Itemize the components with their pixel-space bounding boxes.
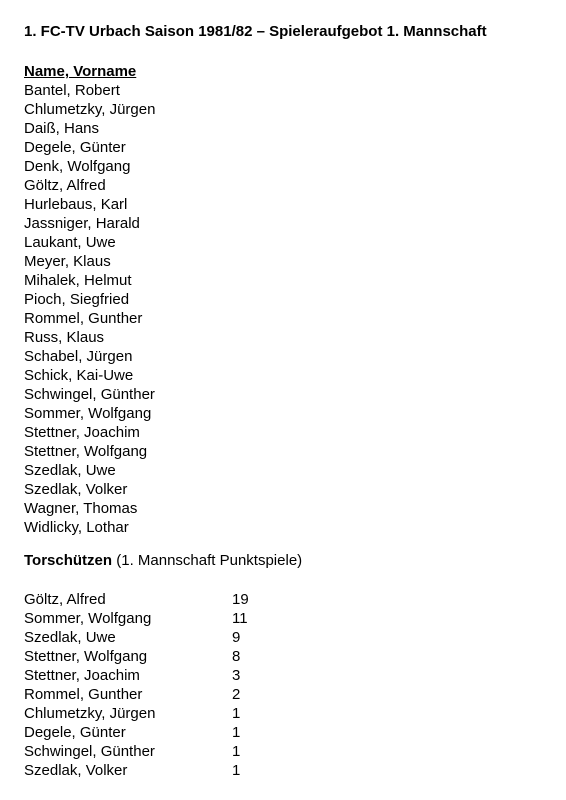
scorer-goals: 1 <box>232 705 241 722</box>
page-title: 1. FC-TV Urbach Saison 1981/82 – Spieleraufgebot 1. Mannschaft <box>24 23 487 40</box>
scorer-goals: 1 <box>232 743 241 760</box>
roster-player: Degele, Günter <box>24 139 126 156</box>
scorer-row <box>24 704 249 723</box>
scorer-row <box>24 590 249 609</box>
scorers-heading-subtitle: (1. Mannschaft Punktspiele) <box>112 552 303 569</box>
scorer-goals: 2 <box>232 686 241 703</box>
scorer-row <box>24 723 249 742</box>
roster-player: Russ, Klaus <box>24 329 105 346</box>
roster-player: Widlicky, Lothar <box>24 519 129 536</box>
roster-player: Schabel, Jürgen <box>24 348 133 365</box>
scorers-heading <box>24 551 544 570</box>
scorer-row <box>24 761 249 780</box>
roster-list <box>24 81 544 537</box>
scorer-goals: 19 <box>232 591 249 608</box>
scorer-goals: 11 <box>232 610 248 627</box>
scorer-goals: 8 <box>232 648 241 665</box>
roster-player: Rommel, Gunther <box>24 310 143 327</box>
roster-player: Chlumetzky, Jürgen <box>24 101 156 118</box>
roster-player: Szedlak, Uwe <box>24 462 116 479</box>
roster-player: Göltz, Alfred <box>24 177 106 194</box>
scorer-row <box>24 628 249 647</box>
scorer-name: Sommer, Wolfgang <box>24 610 152 627</box>
roster-player: Szedlak, Volker <box>24 481 128 498</box>
scorer-row <box>24 685 249 704</box>
scorer-goals: 9 <box>232 629 241 646</box>
roster-player: Daiß, Hans <box>24 120 100 137</box>
scorer-name: Stettner, Wolfgang <box>24 648 148 665</box>
roster-player: Stettner, Joachim <box>24 424 140 441</box>
roster-player: Meyer, Klaus <box>24 253 111 270</box>
roster-player: Mihalek, Helmut <box>24 272 132 289</box>
roster-player: Schwingel, Günther <box>24 386 155 403</box>
roster-player: Bantel, Robert <box>24 82 120 99</box>
scorer-name: Schwingel, Günther <box>24 743 155 760</box>
scorer-row <box>24 609 249 628</box>
scorer-row <box>24 666 249 685</box>
roster-player: Sommer, Wolfgang <box>24 405 152 422</box>
scorer-name: Szedlak, Volker <box>24 762 128 779</box>
roster-player: Stettner, Wolfgang <box>24 443 148 460</box>
roster-player: Jassniger, Harald <box>24 215 140 232</box>
roster-player: Pioch, Siegfried <box>24 291 130 308</box>
scorer-goals: 1 <box>232 762 241 779</box>
scorer-goals: 1 <box>232 724 241 741</box>
roster-player: Wagner, Thomas <box>24 500 138 517</box>
scorer-name: Göltz, Alfred <box>24 591 106 608</box>
scorer-name: Szedlak, Uwe <box>24 629 116 646</box>
scorer-name: Rommel, Gunther <box>24 686 143 703</box>
scorer-name: Stettner, Joachim <box>24 667 140 684</box>
roster-player: Schick, Kai-Uwe <box>24 367 134 384</box>
scorers-table <box>24 590 249 780</box>
roster-player: Laukant, Uwe <box>24 234 116 251</box>
scorers-heading-bold: Torschützen <box>24 552 113 569</box>
scorer-row <box>24 647 249 666</box>
scorer-name: Degele, Günter <box>24 724 126 741</box>
scorers-table-body <box>24 590 249 780</box>
scorer-row <box>24 742 249 761</box>
scorer-name: Chlumetzky, Jürgen <box>24 705 156 722</box>
scorer-goals: 3 <box>232 667 241 684</box>
document-page <box>24 22 544 780</box>
roster-heading: Name, Vorname <box>24 63 137 80</box>
roster-player: Denk, Wolfgang <box>24 158 131 175</box>
roster-player: Hurlebaus, Karl <box>24 196 128 213</box>
